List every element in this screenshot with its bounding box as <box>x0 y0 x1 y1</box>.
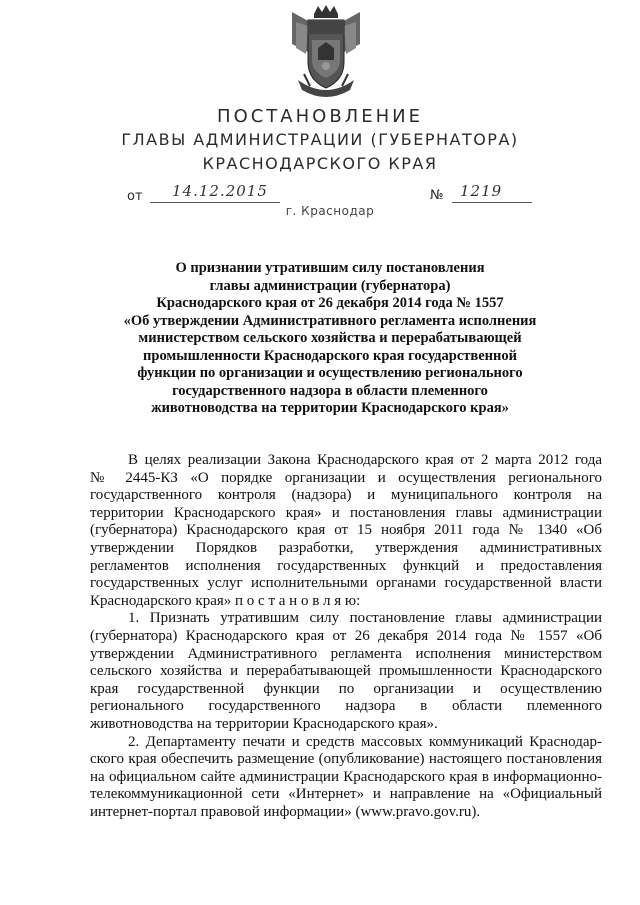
document-body <box>90 452 602 821</box>
city-label: г. Краснодар <box>285 204 375 218</box>
body-line: края государственной функции по организации и осуществлению <box>90 680 602 697</box>
body-line: государственного контроля (надзора) и муниципального контроля на <box>90 487 602 504</box>
body-line: В целях реализации Закона Краснодарского края от 2 марта 2012 года <box>128 452 602 468</box>
document-type-heading: ПОСТАНОВЛЕНИЕ <box>217 106 423 127</box>
body-line: Краснодарского края» п о с т а н о в л я ю: <box>90 592 361 609</box>
item-2-paragraph <box>90 734 602 822</box>
date-value: 14.12.2015 <box>172 182 268 200</box>
body-line: на официальном сайте администрации Краснодарского края в информационно- <box>90 768 602 785</box>
body-line: территории Краснодарского края» и постановления главы администрации <box>90 504 602 521</box>
body-line: телекоммуникационной сети «Интернет» и направление на «Официальный <box>90 786 602 803</box>
coat-of-arms-icon <box>288 4 364 100</box>
body-line: ского края обеспечить размещение (опубликование) настоящего постановления <box>90 751 602 768</box>
body-line: утверждении Административного регламента исполнения министерством <box>90 645 602 662</box>
body-line: государственных услуг исполнительными органами государственной власти <box>90 575 602 592</box>
title-line: «Об утверждении Административного регламента исполнения <box>123 312 537 329</box>
title-line: главы администрации (губернатора) <box>209 277 451 294</box>
body-line: утверждении Порядков разработки, утверждения административных <box>90 539 602 556</box>
issuer-heading: ГЛАВЫ АДМИНИСТРАЦИИ (ГУБЕРНАТОРА) <box>121 130 519 149</box>
body-line: 2. Департаменту печати и средств массовых коммуникаций Краснодар- <box>128 733 602 750</box>
title-line: министерством сельского хозяйства и перерабатывающей <box>138 330 522 346</box>
body-line: 1. Признать утратившим силу постановление главы администрации <box>128 610 602 627</box>
date-label: от <box>127 189 143 204</box>
body-line: регламентов исполнения государственных функций и предоставления <box>90 557 602 574</box>
body-line: (губернатора) Краснодарского края от 15 ноября 2011 года № 1340 «Об <box>90 522 602 539</box>
title-line: животноводства на территории Краснодарского края» <box>151 400 509 416</box>
body-line: животноводства на территории Краснодарского края». <box>90 715 438 732</box>
title-line: Краснодарского края от 26 декабря 2014 года № 1557 <box>156 295 504 311</box>
number-value: 1219 <box>460 182 503 200</box>
body-line: сельского хозяйства и перерабатывающей промышленности Краснодарского <box>90 663 602 680</box>
item-1-paragraph <box>90 610 602 733</box>
title-line: функции по организации и осуществлению регионального <box>137 365 523 381</box>
document-title <box>100 260 560 418</box>
region-heading: КРАСНОДАРСКОГО КРАЯ <box>202 154 438 173</box>
body-line: интернет-портал правовой информации» (www.pravo.gov.ru). <box>90 803 481 820</box>
preamble-paragraph <box>90 452 602 610</box>
title-line: государственного надзора в области племенного <box>172 382 488 399</box>
number-field <box>452 184 532 203</box>
title-line: промышленности Краснодарского края государственной <box>143 347 517 364</box>
number-label: № <box>430 188 444 203</box>
body-line: регионального государственного надзора в области племенного <box>90 698 602 715</box>
body-line: (губернатора) Краснодарского края от 26 декабря 2014 года № 1557 «Об <box>90 627 602 644</box>
body-line: № 2445-КЗ «О порядке организации и осуществления регионального <box>90 469 602 486</box>
title-line: О признании утратившим силу постановления <box>175 260 485 276</box>
date-field <box>150 184 280 203</box>
